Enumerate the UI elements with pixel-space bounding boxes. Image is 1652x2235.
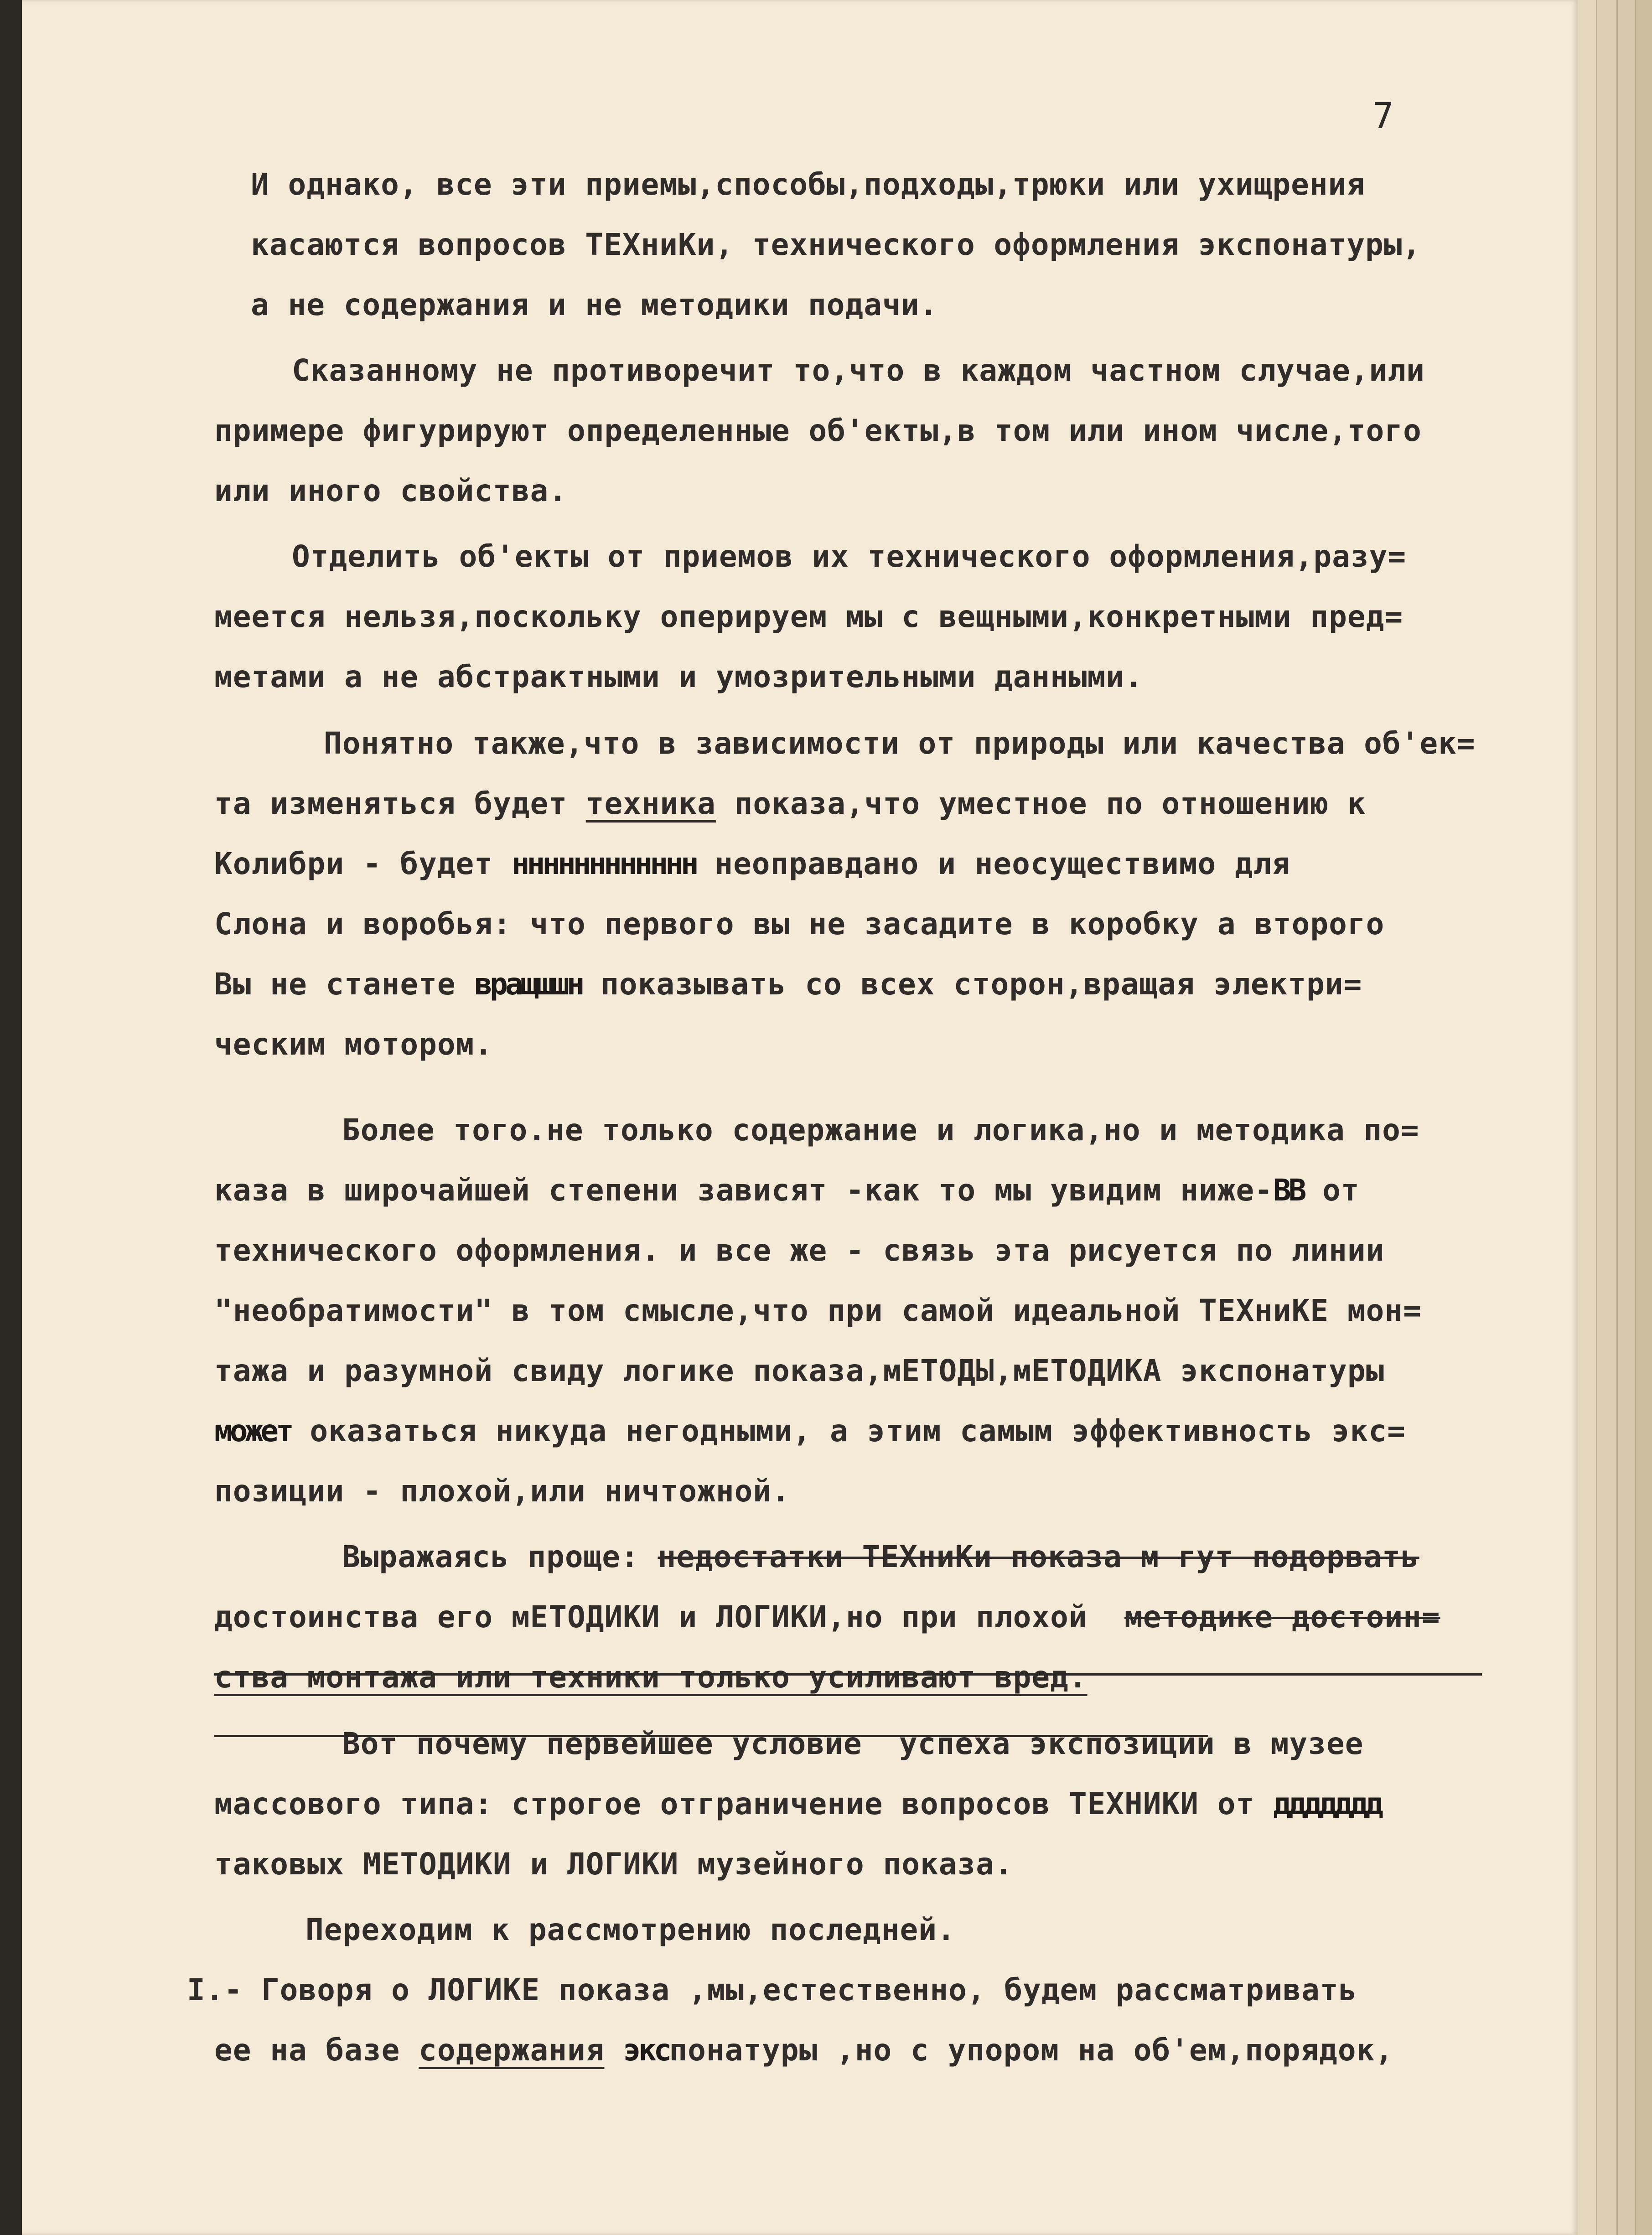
text-line bbox=[214, 1784, 1381, 1825]
text-line bbox=[214, 904, 1384, 945]
text-segment: позиции - плохой,или ничтожной. bbox=[214, 1474, 790, 1509]
text-segment: Колибри - будет bbox=[214, 846, 512, 881]
hand-rule bbox=[214, 1673, 1482, 1676]
text-segment: достоинства его мЕТОДИКИ и ЛОГИКИ,но при плохой bbox=[214, 1599, 1125, 1635]
text-under: ства монтажа или техники только усиливают вред. bbox=[214, 1660, 1088, 1695]
text-segment bbox=[604, 2033, 623, 2068]
text-strike: недостатки ТЕХниКи показа м гут подорвать bbox=[658, 1539, 1419, 1574]
text-line bbox=[324, 723, 1476, 764]
text-line bbox=[214, 657, 1143, 698]
text-line bbox=[214, 410, 1422, 451]
text-segment: касаются вопросов ТЕХниКи, технического оформления экспонатуры, bbox=[251, 227, 1421, 262]
text-line bbox=[214, 1290, 1422, 1331]
text-line bbox=[214, 471, 567, 512]
text-segment: Слона и воробья: что первого вы не засадите в коробку а второго bbox=[214, 906, 1385, 942]
text-segment: Сказанному не противоречит то,что в каждом частном случае,или bbox=[292, 353, 1425, 388]
text-segment: Вы не станете bbox=[214, 967, 475, 1002]
text-line bbox=[214, 1471, 790, 1512]
page-number: 7 bbox=[1372, 96, 1394, 137]
text-line bbox=[214, 1657, 1088, 1698]
text-segment: массового типа: строгое отграничение вопросов ТЕХНИКИ от bbox=[214, 1786, 1273, 1821]
text-line bbox=[251, 164, 1365, 205]
text-segment: "необратимости" в том смысле,что при самой идеальной ТЕХниКЕ мон= bbox=[214, 1293, 1422, 1328]
text-segment: I.- Говоря о ЛОГИКЕ показа ,мы,естественно, будем рассматривать bbox=[187, 1972, 1357, 2007]
text-line bbox=[342, 1723, 1363, 1764]
text-segment: а не содержания и не методики подачи. bbox=[251, 287, 938, 322]
text-segment: Вот почему первейшее условие успеха экспозиции в музее bbox=[342, 1726, 1364, 1761]
text-segment: тажа и разумной свиду логике показа,мЕТОДЫ,мЕТОДИКА экспонатуры bbox=[214, 1353, 1385, 1388]
text-segment: Выражаясь проще: bbox=[342, 1539, 658, 1574]
hand-rule bbox=[214, 1735, 1208, 1737]
paper-edge bbox=[1635, 0, 1652, 2235]
text-segment: показа,что уместное по отношению к bbox=[715, 786, 1366, 821]
text-line bbox=[214, 2030, 1393, 2071]
text-segment: примере фигурируют определенные об'екты,в том или ином числе,того bbox=[214, 413, 1422, 448]
text-line bbox=[251, 224, 1421, 265]
text-line bbox=[292, 350, 1425, 391]
text-overtype: может bbox=[214, 1413, 291, 1449]
text-line bbox=[214, 1597, 1440, 1638]
text-under: техника bbox=[585, 786, 716, 821]
text-line bbox=[214, 1350, 1384, 1392]
text-segment: Понятно также,что в зависимости от природы или качества об'ек= bbox=[324, 726, 1476, 761]
text-line bbox=[251, 285, 938, 326]
text-segment: Переходим к рассмотрению последней. bbox=[306, 1912, 956, 1947]
text-segment: ее на базе bbox=[214, 2033, 419, 2068]
text-segment: та изменяться будет bbox=[214, 786, 586, 821]
text-under: содержания bbox=[419, 2033, 605, 2068]
text-line bbox=[214, 843, 1290, 885]
text-segment: таковых МЕТОДИКИ и ЛОГИКИ музейного показа. bbox=[214, 1847, 1013, 1882]
text-segment: оказаться никуда негодными, а этим самым эффективность экс= bbox=[291, 1413, 1406, 1449]
text-segment: И однако, все эти приемы,способы,подходы,трюки или ухищрения bbox=[251, 167, 1366, 202]
text-line bbox=[342, 1110, 1419, 1151]
text-segment: каза в широчайшей степени зависят -как то мы увидим ниже- bbox=[214, 1173, 1273, 1208]
text-segment: или иного свойства. bbox=[214, 473, 567, 508]
text-overtype: ддддддд bbox=[1273, 1786, 1381, 1821]
text-line bbox=[214, 964, 1362, 1005]
text-line bbox=[214, 783, 1366, 824]
binding-strip bbox=[0, 0, 22, 2235]
text-segment: от bbox=[1304, 1173, 1360, 1208]
text-line bbox=[214, 1844, 1013, 1885]
text-line bbox=[187, 1970, 1357, 2011]
text-overtype: нннннннннннн bbox=[511, 846, 696, 881]
text-segment: понатуры ,но с упором на об'ем,порядок, bbox=[669, 2033, 1394, 2068]
text-overtype: экс bbox=[623, 2033, 669, 2068]
text-segment: метами а не абстрактными и умозрительными данными. bbox=[214, 659, 1143, 694]
text-line bbox=[292, 536, 1406, 577]
text-segment: ческим мотором. bbox=[214, 1027, 493, 1062]
text-segment: показывать со всех сторон,вращая электри= bbox=[582, 967, 1362, 1002]
text-line bbox=[214, 1411, 1406, 1452]
text-line bbox=[214, 1230, 1384, 1271]
text-line bbox=[214, 1170, 1360, 1211]
text-overtype: вращшшн bbox=[474, 967, 582, 1002]
text-segment: Отделить об'екты от приемов их технического оформления,разу= bbox=[292, 539, 1407, 574]
text-line bbox=[214, 1024, 493, 1065]
text-segment: неоправдано и неосуществимо для bbox=[696, 846, 1291, 881]
text-line bbox=[214, 596, 1403, 637]
text-overtype: ВВ bbox=[1273, 1173, 1304, 1208]
text-line bbox=[342, 1537, 1419, 1578]
text-segment: меется нельзя,поскольку оперируем мы с вещными,конкретными пред= bbox=[214, 599, 1403, 634]
text-strike: методике достоин= bbox=[1124, 1599, 1440, 1635]
text-segment: Более того.не только содержание и логика,но и методика по= bbox=[342, 1112, 1419, 1148]
text-segment: технического оформления. и все же - связь эта рисуется по линии bbox=[214, 1233, 1385, 1268]
text-line bbox=[306, 1909, 956, 1950]
